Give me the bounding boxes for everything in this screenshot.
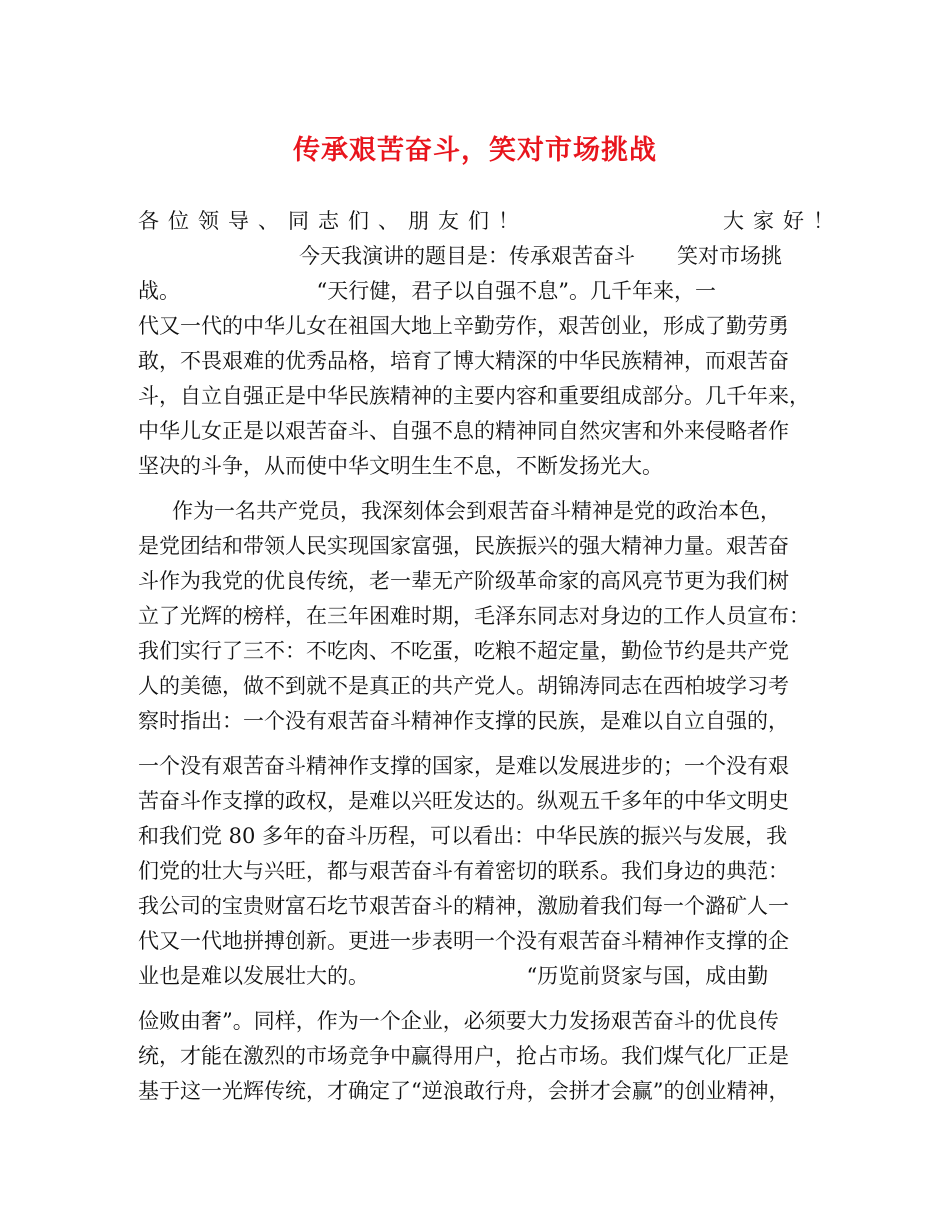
paragraph-line: 苦奋斗作支撑的政权，是难以兴旺发达的。纵观五千多年的中华文明史 xyxy=(138,789,789,813)
paragraph-line: 察时指出：一个没有艰苦奋斗精神作支撑的民族，是难以自立自强的， xyxy=(138,709,789,733)
paragraph-line: 统，才能在激烈的市场竞争中赢得用户，抢占市场。我们煤气化厂正是 xyxy=(138,1044,789,1068)
paragraph-line: 敢，不畏艰难的优秀品格，培育了博大精深的中华民族精神，而艰苦奋 xyxy=(138,349,789,373)
paragraph-line: 们党的壮大与兴旺，都与艰苦奋斗有着密切的联系。我们身边的典范： xyxy=(138,859,789,883)
paragraph-line: 代又一代的中华儿女在祖国大地上辛勤劳作，艰苦创业，形成了勤劳勇 xyxy=(138,314,789,338)
paragraph-line: 俭败由奢”。同样，作为一个企业，必须要大力发扬艰苦奋斗的优良传 xyxy=(138,1009,779,1033)
greeting-right: 大家好！ xyxy=(723,209,843,233)
paragraph-line: 斗，自立自强正是中华民族精神的主要内容和重要组成部分。几千年来， xyxy=(138,384,810,408)
document-title: 传承艰苦奋斗，笑对市场挑战 xyxy=(293,135,657,166)
paragraph-line: 今天我演讲的题目是：传承艰苦奋斗 笑对市场挑 xyxy=(299,244,782,268)
paragraph-line: 中华儿女正是以艰苦奋斗、自强不息的精神同自然灾害和外来侵略者作 xyxy=(138,419,789,443)
paragraph-line: 人的美德，做不到就不是真正的共产党人。胡锦涛同志在西柏坡学习考 xyxy=(138,674,789,698)
paragraph-line: 基于这一光辉传统，才确定了“逆浪敢行舟，会拼才会赢”的创业精神， xyxy=(138,1079,790,1103)
paragraph-line: 是党团结和带领人民实现国家富强，民族振兴的强大精神力量。艰苦奋 xyxy=(138,534,789,558)
paragraph-line: 代又一代地拼搏创新。更进一步表明一个没有艰苦奋斗精神作支撑的企 xyxy=(138,929,789,953)
paragraph-line: 我们实行了三不：不吃肉、不吃蛋，吃粮不超定量，勤俭节约是共产党 xyxy=(138,639,789,663)
greeting-left: 各位领导、同志们、朋友们！ xyxy=(138,209,528,233)
paragraph-line: 作为一名共产党员，我深刻体会到艰苦奋斗精神是党的政治本色， xyxy=(172,499,781,523)
paragraph-line: 坚决的斗争，从而使中华文明生生不息，不断发扬光大。 xyxy=(138,454,663,478)
paragraph-line: 业也是难以发展壮大的。 “历览前贤家与国，成由勤 xyxy=(138,964,769,988)
paragraph-line: 战。 “天行健，君子以自强不息”。几千年来，一 xyxy=(138,279,716,303)
paragraph-line: 我公司的宝贵财富石圪节艰苦奋斗的精神，激励着我们每一个潞矿人一 xyxy=(138,894,789,918)
greeting-line xyxy=(138,203,843,239)
paragraph-line: 立了光辉的榜样，在三年困难时期，毛泽东同志对身边的工作人员宣布： xyxy=(138,604,810,628)
paragraph-line: 和我们党 80 多年的奋斗历程，可以看出：中华民族的振兴与发展，我 xyxy=(138,824,788,848)
paragraph-line: 斗作为我党的优良传统，老一辈无产阶级革命家的高风亮节更为我们树 xyxy=(138,569,789,593)
paragraph-line: 一个没有艰苦奋斗精神作支撑的国家，是难以发展进步的；一个没有艰 xyxy=(138,754,789,778)
